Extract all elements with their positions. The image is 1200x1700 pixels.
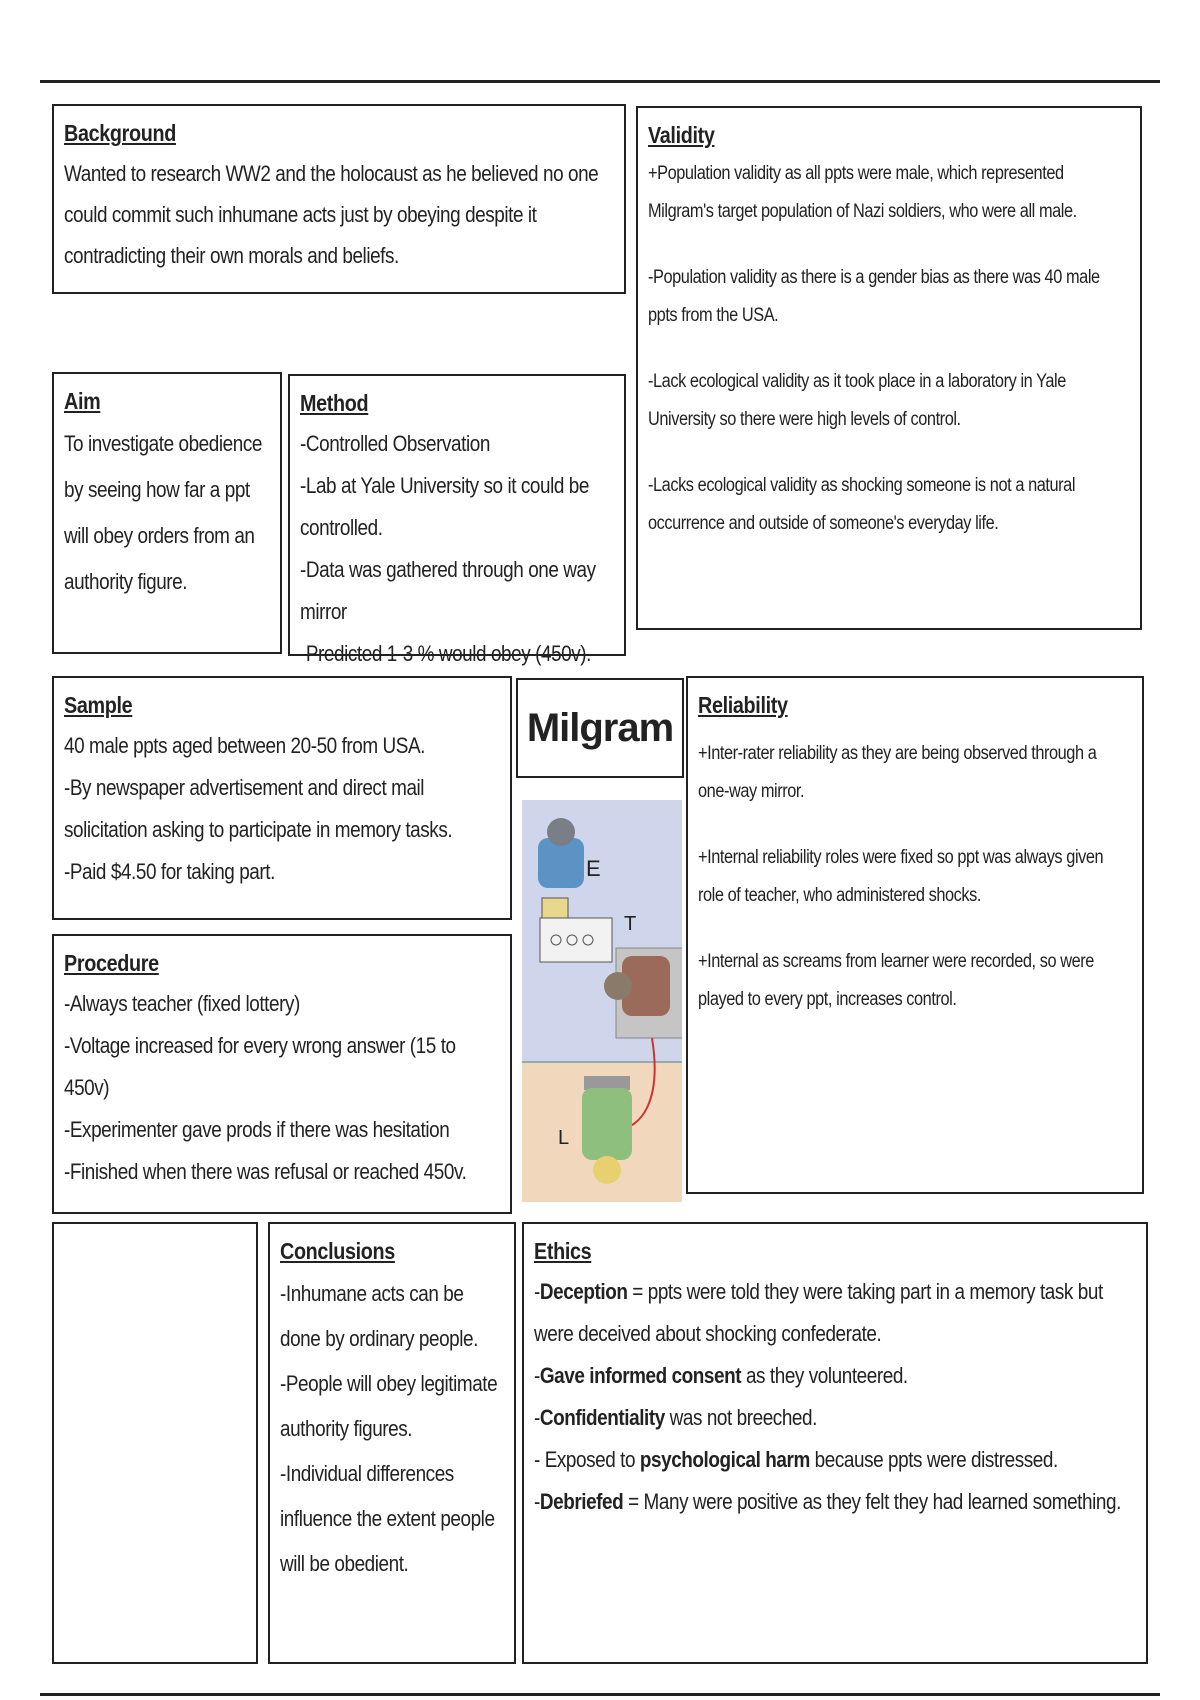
validity-point: -Population validity as there is a gender bias as there was 40 male ppts from the USA. xyxy=(648,267,1100,326)
sample-heading: Sample xyxy=(64,692,133,718)
learner-head-icon xyxy=(593,1156,621,1184)
experimenter-label: E xyxy=(586,856,601,881)
ethics-term: Gave informed consent xyxy=(539,1363,742,1388)
learner-chair-icon xyxy=(584,1076,630,1090)
ethics-prefix: - xyxy=(534,1279,540,1304)
validity-box xyxy=(636,106,1142,630)
background-text: Wanted to research WW2 and the holocaust as he believed no one could commit such inhumane acts just by obeying despite it contradicting their own morals and beliefs. xyxy=(64,161,599,268)
background-heading: Background xyxy=(64,120,176,146)
ethics-text: because ppts were distressed. xyxy=(809,1447,1058,1472)
bottom-rule xyxy=(40,1693,1160,1696)
reliability-point: +Inter-rater reliability as they are being observed through a one-way mirror. xyxy=(698,743,1097,802)
conclusions-box xyxy=(268,1222,516,1664)
sample-item: 40 male ppts aged between 20-50 from USA. xyxy=(64,733,425,758)
sample-item: -Paid $4.50 for taking part. xyxy=(64,859,275,884)
ethics-text: as they volunteered. xyxy=(741,1363,908,1388)
conclusions-item: -Inhumane acts can be done by ordinary people. xyxy=(280,1281,478,1351)
ethics-text: = Many were positive as they felt they had learned something. xyxy=(623,1489,1121,1514)
clipboard-icon xyxy=(542,898,568,918)
learner-icon xyxy=(582,1088,632,1160)
ethics-term: Confidentiality xyxy=(539,1405,665,1430)
procedure-item: -Voltage increased for every wrong answer (15 to 450v) xyxy=(64,1033,456,1100)
teacher-head-icon xyxy=(604,972,632,1000)
validity-point: -Lack ecological validity as it took place in a laboratory in Yale University so there were high levels of control. xyxy=(648,371,1066,430)
sample-item: -By newspaper advertisement and direct mail solicitation asking to participate in memory tasks. xyxy=(64,775,453,842)
ethics-line xyxy=(534,1355,1135,1397)
ethics-prefix: - xyxy=(534,1363,540,1388)
procedure-item: -Always teacher (fixed lottery) xyxy=(64,991,300,1016)
reliability-point: +Internal as screams from learner were recorded, so were played to every ppt, increases control. xyxy=(698,951,1094,1010)
ethics-prefix: - Exposed to xyxy=(534,1447,640,1472)
procedure-item: -Finished when there was refusal or reached 450v. xyxy=(64,1159,467,1184)
reliability-point: +Internal reliability roles were fixed so ppt was always given role of teacher, who administered shocks. xyxy=(698,847,1104,906)
ethics-line xyxy=(534,1481,1135,1523)
teacher-label: T xyxy=(624,913,637,935)
method-item: -Controlled Observation xyxy=(300,431,490,456)
ethics-line xyxy=(534,1271,1135,1355)
aim-heading: Aim xyxy=(64,388,101,414)
background-box xyxy=(52,104,626,294)
method-item: -Data was gathered through one way mirror xyxy=(300,557,596,624)
experimenter-head-icon xyxy=(547,818,575,846)
reliability-heading: Reliability xyxy=(698,692,788,718)
top-rule xyxy=(40,80,1160,83)
method-box xyxy=(288,374,626,666)
ethics-prefix: - xyxy=(534,1405,540,1430)
sample-box xyxy=(52,676,512,920)
experiment-setup-diagram xyxy=(522,800,682,1202)
ethics-box xyxy=(522,1222,1148,1664)
procedure-item: -Experimenter gave prods if there was hesitation xyxy=(64,1117,450,1142)
method-heading: Method xyxy=(300,390,369,416)
method-item: -Predicted 1-3 % would obey (450v). xyxy=(300,641,591,666)
ethics-text: = ppts were told they were taking part in a memory task but were deceived about shocking confederate. xyxy=(534,1279,1103,1346)
page-title-text: Milgram xyxy=(526,705,674,750)
aim-box xyxy=(52,372,282,654)
ethics-heading: Ethics xyxy=(534,1238,592,1264)
conclusions-heading: Conclusions xyxy=(280,1238,395,1264)
ethics-prefix: - xyxy=(534,1489,540,1514)
validity-heading: Validity xyxy=(648,122,715,148)
reliability-box xyxy=(686,676,1144,1194)
ethics-text: was not breeched. xyxy=(664,1405,817,1430)
conclusions-item: -People will obey legitimate authority figures. xyxy=(280,1371,498,1441)
learner-label: L xyxy=(558,1127,570,1149)
method-item: -Lab at Yale University so it could be controlled. xyxy=(300,473,590,540)
ethics-line xyxy=(534,1397,1135,1439)
validity-point: -Lacks ecological validity as shocking someone is not a natural occurrence and outside of someone's everyday life. xyxy=(648,475,1076,534)
ethics-term: psychological harm xyxy=(639,1447,810,1472)
procedure-heading: Procedure xyxy=(64,950,159,976)
procedure-box xyxy=(52,934,512,1214)
empty-box xyxy=(52,1222,258,1664)
ethics-term: Debriefed xyxy=(539,1489,624,1514)
validity-point: +Population validity as all ppts were male, which represented Milgram's target population of Nazi soldiers, who were all male. xyxy=(648,163,1077,222)
aim-text: To investigate obedience by seeing how far a ppt will obey orders from an authority figure. xyxy=(64,431,262,594)
page-title xyxy=(516,678,684,778)
conclusions-item: -Individual differences influence the extent people will be obedient. xyxy=(280,1461,495,1576)
ethics-term: Deception xyxy=(539,1279,628,1304)
ethics-line xyxy=(534,1439,1135,1481)
